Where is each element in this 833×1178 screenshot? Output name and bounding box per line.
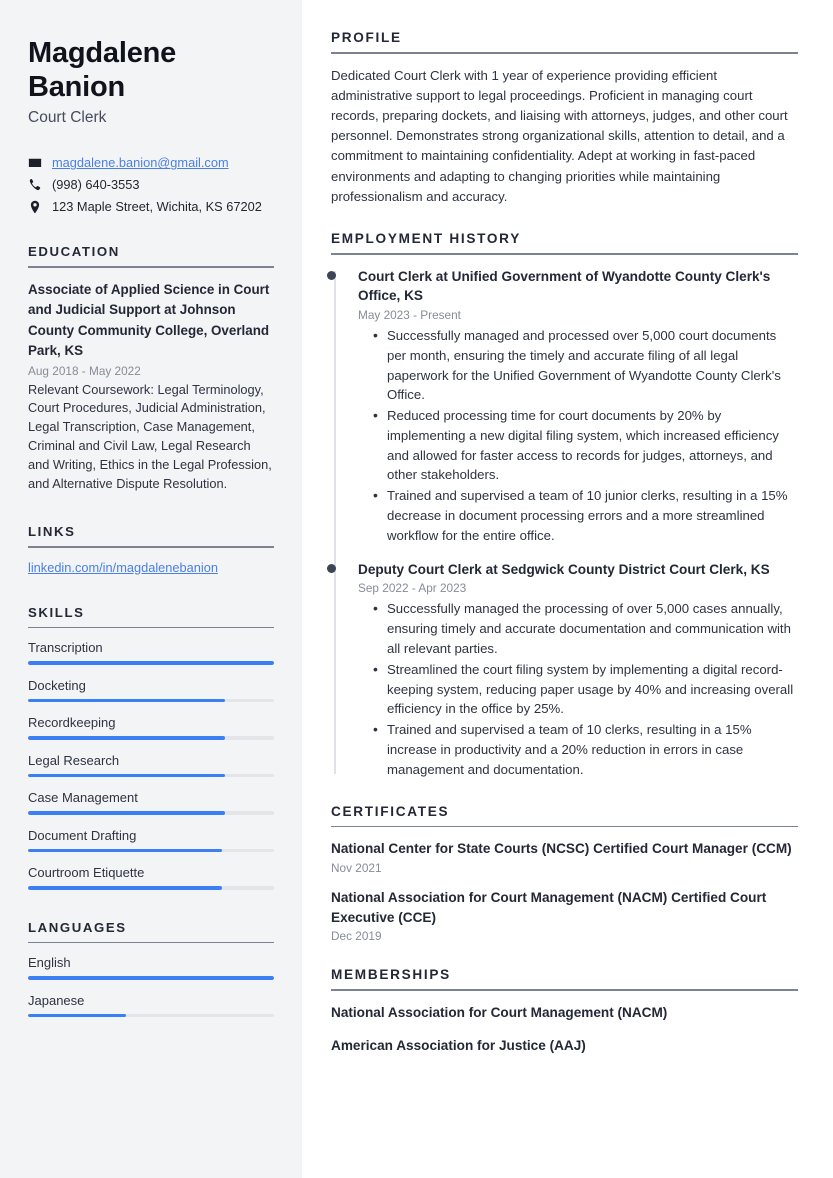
education-title: Associate of Applied Science in Court and Judicial Support at Johnson County Community College, Overland Park, KS: [28, 282, 270, 359]
links-heading-rule: [28, 546, 274, 548]
skill-bar-fill: [28, 1014, 126, 1018]
skill-row: [28, 678, 274, 703]
languages-heading-rule: [28, 942, 274, 944]
certificate-title: National Association for Court Management (NACM) Certified Court Executive (CCE): [331, 889, 767, 925]
skills-list: [28, 640, 274, 890]
employment-bullet: • Streamlined the court filing system by implementing a digital record-keeping system, reducing paper usage by 40% and increasing overall efficiency in the office by 25%.: [387, 660, 798, 719]
skill-bar-track: [28, 1014, 274, 1018]
employment-bullets: [358, 599, 798, 779]
employment-bullet: • Successfully managed and processed over 5,000 court documents per month, ensuring the timely and accurate filing of all legal paperwork for the Unified Government of Wyandotte County Clerk's Office.: [387, 326, 798, 405]
links-list: [28, 560, 274, 575]
skill-row: [28, 790, 274, 815]
name-line-1: Magdalene: [28, 37, 177, 69]
skill-bar-fill: [28, 774, 225, 778]
skill-bar-track: [28, 661, 274, 665]
skill-bar-fill: [28, 699, 225, 703]
profile-heading: PROFILE: [331, 30, 402, 45]
language-row: [28, 955, 274, 980]
phone-icon: [28, 178, 42, 192]
timeline-dot-icon: [327, 564, 336, 573]
certificates-heading-rule: [331, 826, 798, 828]
language-label: English: [28, 955, 71, 971]
skill-bar-track: [28, 811, 274, 815]
links-section: [28, 524, 274, 575]
skill-bar-track: [28, 849, 274, 853]
certificate-title: National Center for State Courts (NCSC) Certified Court Manager (CCM): [331, 841, 792, 857]
skill-row: [28, 828, 274, 853]
skill-label: Document Drafting: [28, 827, 137, 843]
certificates-section: [331, 804, 798, 944]
skill-label: Courtroom Etiquette: [28, 865, 145, 881]
contact-address-row: [28, 199, 274, 214]
skill-label: Recordkeeping: [28, 715, 116, 731]
skills-section: [28, 605, 274, 890]
membership-entry: American Association for Justice (AAJ): [331, 1037, 586, 1053]
certificate-entry: [331, 839, 798, 875]
employment-timeline: [331, 267, 798, 780]
membership-entry: National Association for Court Management (NACM): [331, 1004, 668, 1020]
skill-bar-fill: [28, 886, 222, 890]
candidate-job-title: Court Clerk: [28, 109, 107, 127]
profile-section: [331, 30, 798, 207]
email-link[interactable]: magdalene.banion@gmail.com: [52, 155, 229, 171]
employment-section: [331, 231, 798, 780]
memberships-section: [331, 967, 798, 1055]
skill-bar-track: [28, 736, 274, 740]
employment-entry: [358, 560, 798, 780]
education-heading-rule: [28, 266, 274, 268]
skill-label: Legal Research: [28, 752, 120, 768]
map-pin-icon: [28, 200, 42, 214]
education-description: Relevant Coursework: Legal Terminology, Court Procedures, Judicial Administration, Legal Transcription, Case Management, Criminal and Civil Law, Legal Research and Writing, Ethics in the Legal Profession, and Alternative Dispute Resolution.: [28, 381, 272, 492]
memberships-heading-rule: [331, 989, 798, 991]
phone-value: (998) 640-3553: [52, 177, 140, 193]
certificate-entry: [331, 888, 798, 943]
employment-date: Sep 2022 - Apr 2023: [358, 581, 467, 596]
skill-bar-fill: [28, 849, 222, 853]
employment-bullet: • Reduced processing time for court documents by 20% by implementing a new digital filing system, which increased efficiency and allowed for faster access to records for judges, attorneys, and other stakeholders.: [387, 406, 798, 485]
certificates-list: [331, 839, 798, 943]
timeline-dot-icon: [327, 271, 336, 280]
envelope-icon: [28, 156, 42, 170]
skill-bar-fill: [28, 811, 225, 815]
language-row: [28, 993, 274, 1018]
contact-list: [28, 155, 274, 214]
skill-label: Case Management: [28, 790, 138, 806]
main-content: [302, 0, 833, 1178]
skill-label: Docketing: [28, 677, 86, 693]
employment-entry: [358, 267, 798, 546]
employment-bullet: • Successfully managed the processing of over 5,000 cases annually, ensuring timely and accurate documentation and communication with all relevant parties.: [387, 599, 798, 658]
skill-label: Transcription: [28, 640, 103, 656]
profile-heading-rule: [331, 52, 798, 54]
memberships-heading: MEMBERSHIPS: [331, 967, 451, 983]
education-heading: EDUCATION: [28, 244, 120, 260]
contact-email-row: [28, 155, 274, 170]
skill-bar-track: [28, 774, 274, 778]
contact-phone-row: [28, 177, 274, 192]
certificate-date: Nov 2021: [331, 860, 382, 875]
skills-heading: SKILLS: [28, 604, 85, 620]
skill-bar-track: [28, 976, 274, 980]
employment-title: Deputy Court Clerk at Sedgwick County District Court Clerk, KS: [358, 561, 770, 577]
certificate-date: Dec 2019: [331, 929, 382, 944]
skill-row: [28, 640, 274, 665]
languages-section: [28, 920, 274, 1018]
skill-row: [28, 753, 274, 778]
name-line-2: Banion: [28, 71, 126, 104]
skill-bar-fill: [28, 976, 274, 980]
employment-heading: EMPLOYMENT HISTORY: [331, 230, 521, 246]
skill-row: [28, 865, 274, 890]
address-value: 123 Maple Street, Wichita, KS 67202: [52, 199, 262, 215]
skill-row: [28, 715, 274, 740]
employment-date: May 2023 - Present: [358, 307, 461, 322]
language-label: Japanese: [28, 992, 85, 1008]
profile-text: Dedicated Court Clerk with 1 year of experience providing efficient administrative support to legal proceedings. Proficient in managing court records, preparing dockets, and liaising with attorneys, judges, and other court personnel. Demonstrates strong organizational skills, attention to detail, and a commitment to maintaining confidentiality. Adept at working in fast-paced environments and adapting to changing priorities while maintaining professionalism and accuracy.: [331, 67, 788, 204]
skill-bar-fill: [28, 736, 225, 740]
employment-bullets: [358, 326, 798, 546]
languages-heading: LANGUAGES: [28, 919, 127, 935]
links-heading: LINKS: [28, 524, 76, 540]
employment-heading-rule: [331, 253, 798, 255]
education-date: Aug 2018 - May 2022: [28, 363, 141, 378]
candidate-name: [28, 36, 274, 104]
education-section: [28, 244, 274, 494]
skill-bar-fill: [28, 661, 274, 665]
languages-list: [28, 955, 274, 1017]
certificates-heading: CERTIFICATES: [331, 803, 450, 819]
memberships-list: [331, 1003, 798, 1055]
employment-bullet: • Trained and supervised a team of 10 junior clerks, resulting in a 15% decrease in document processing errors and a more streamlined workflow for the entire office.: [387, 486, 798, 545]
skills-heading-rule: [28, 627, 274, 629]
employment-bullet: • Trained and supervised a team of 10 clerks, resulting in a 15% increase in productivity and a 20% reduction in errors in case management and documentation.: [387, 720, 798, 779]
employment-title: Court Clerk at Unified Government of Wyandotte County Clerk's Office, KS: [358, 268, 771, 304]
skill-bar-track: [28, 699, 274, 703]
sidebar: [0, 0, 302, 1178]
skill-bar-track: [28, 886, 274, 890]
link-item[interactable]: linkedin.com/in/magdalenebanion: [28, 559, 218, 575]
